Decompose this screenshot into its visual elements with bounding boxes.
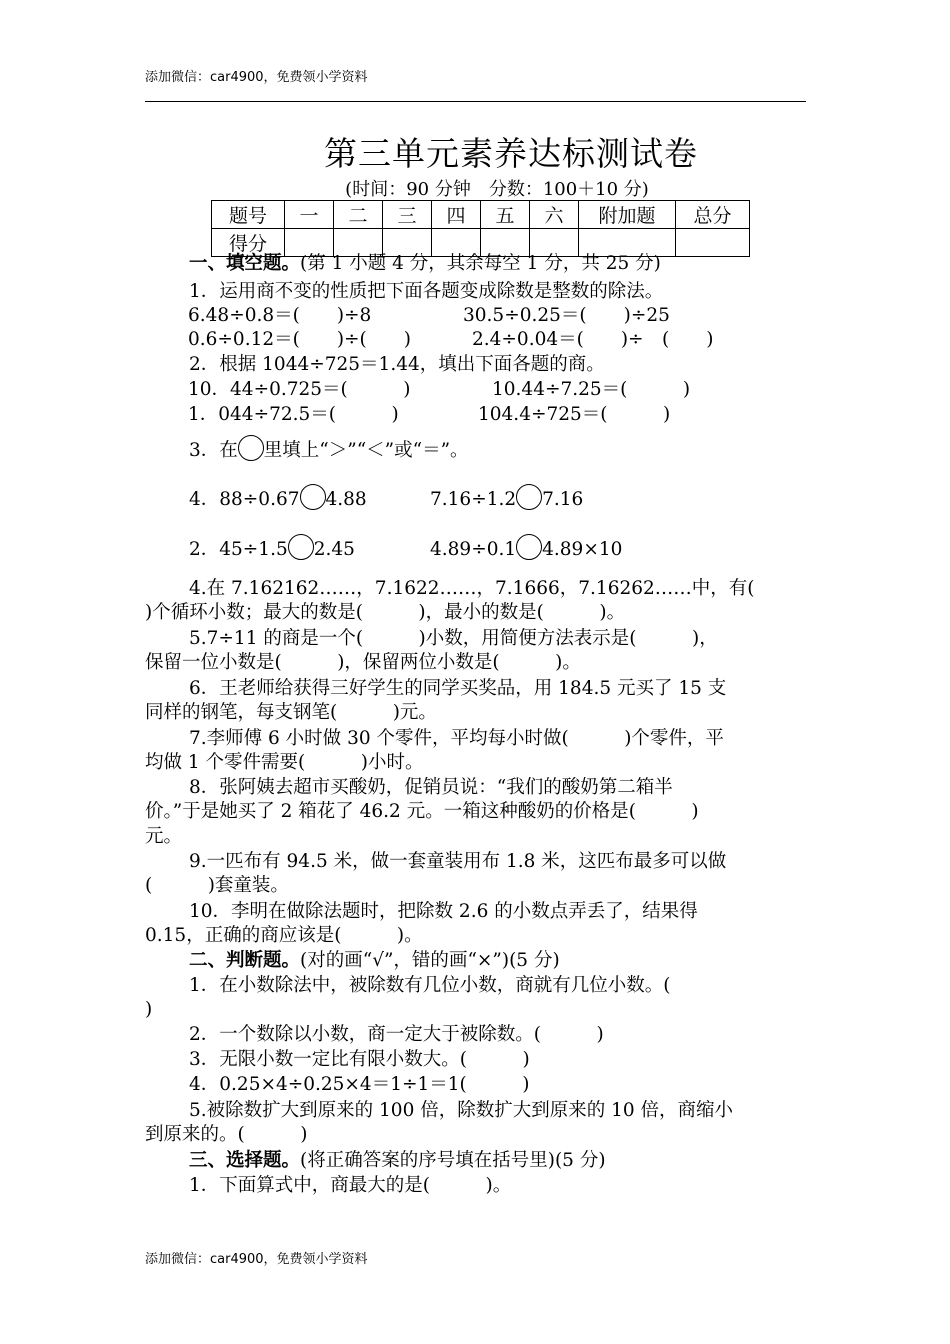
score-row-label: 得分 — [212, 229, 285, 257]
section2-heading: 二、判断题。 — [189, 950, 301, 971]
q8-line-1: 8．张阿姨去超市买酸奶，促销员说：“我们的酸奶第二箱半 — [189, 777, 673, 798]
compare-circle[interactable] — [288, 534, 314, 560]
q1-item-a: 6.48÷0.8＝( )÷8 — [188, 305, 372, 326]
compare-item — [189, 534, 355, 562]
page-subtitle: (时间：90 分钟 分数：100＋10 分) — [345, 179, 649, 200]
section1-note: (第 1 小题 4 分，其余每空 1 分，共 25 分) — [300, 253, 661, 274]
compare-circle[interactable] — [516, 534, 542, 560]
q6-line-2: 同样的钢笔，每支钢笔( )元。 — [145, 702, 437, 723]
section1-heading-line — [189, 252, 661, 276]
q5-line-1: 5.7÷11 的商是一个( )小数，用简便方法表示是( )， — [189, 628, 718, 649]
q7-line-1: 7.李师傅 6 小时做 30 个零件，平均每小时做( )个零件，平 — [189, 728, 724, 749]
compare-right: 4.88 — [325, 489, 367, 510]
header-divider — [145, 101, 806, 102]
score-header-cell: 一 — [285, 201, 334, 229]
judge-q2: 2．一个数除以小数，商一定大于被除数。( ) — [189, 1024, 604, 1045]
compare-circle[interactable] — [516, 484, 542, 510]
judge-q1-line-1: 1．在小数除法中，被除数有几位小数，商就有几位小数。( — [189, 975, 671, 996]
q8-line-3: 元。 — [145, 826, 183, 847]
section1-heading: 一、填空题。 — [189, 253, 301, 274]
compare-right: 7.16 — [542, 489, 584, 510]
compare-circle — [238, 435, 264, 461]
section2-note: (对的画“√”，错的画“×”)(5 分) — [300, 950, 560, 971]
q2-item-b: 10.44÷7.25＝( ) — [492, 379, 691, 400]
score-header-cell: 三 — [383, 201, 432, 229]
page-title: 第三单元素养达标测试卷 — [324, 134, 698, 173]
q4-line-2: )个循环小数；最大的数是( )，最小的数是( )。 — [145, 602, 626, 623]
judge-q1-line-2: ) — [145, 999, 153, 1020]
q9-line-2: ( )套童装。 — [145, 875, 289, 896]
judge-q5-line-1: 5.被除数扩大到原来的 100 倍，除数扩大到原来的 10 倍，商缩小 — [189, 1100, 734, 1121]
judge-q3: 3．无限小数一定比有限小数大。( ) — [189, 1049, 530, 1070]
compare-left: 4.89÷0.1 — [430, 539, 517, 560]
compare-left: 4．88÷0.67 — [189, 489, 300, 510]
score-cell[interactable] — [676, 229, 750, 257]
q3-text-pre: 3．在 — [189, 440, 238, 461]
section3-heading-line — [189, 1149, 606, 1173]
score-header-cell: 五 — [481, 201, 530, 229]
q7-line-2: 均做 1 个零件需要( )小时。 — [145, 752, 424, 773]
score-header-cell: 题号 — [212, 201, 285, 229]
compare-item — [430, 484, 583, 512]
judge-q5-line-2: 到原来的。( ) — [145, 1124, 308, 1145]
judge-q4: 4．0.25×4÷0.25×4＝1÷1＝1( ) — [189, 1074, 530, 1095]
q8-line-2: 价。”于是她买了 2 箱花了 46.2 元。一箱这种酸奶的价格是( ) — [145, 801, 699, 822]
q1-text: 1．运用商不变的性质把下面各题变成除数是整数的除法。 — [189, 281, 664, 302]
compare-item — [430, 534, 622, 562]
q3-text-post: 里填上“＞”“＜”或“＝”。 — [263, 440, 469, 461]
q2-text: 2．根据 1044÷725＝1.44，填出下面各题的商。 — [189, 354, 605, 375]
compare-left: 7.16÷1.2 — [430, 489, 517, 510]
compare-circle[interactable] — [300, 484, 326, 510]
compare-right: 4.89×10 — [542, 539, 623, 560]
q3-text — [189, 435, 469, 463]
score-header-cell: 总分 — [676, 201, 750, 229]
score-header-cell: 四 — [432, 201, 481, 229]
q1-item-d: 2.4÷0.04＝( )÷ ( ) — [472, 329, 714, 350]
choice-q1: 1．下面算式中，商最大的是( )。 — [189, 1175, 512, 1196]
q1-item-b: 30.5÷0.25＝( )÷25 — [463, 305, 670, 326]
q2-item-a: 10．44÷0.725＝( ) — [188, 379, 411, 400]
section3-heading: 三、选择题。 — [189, 1150, 301, 1171]
section2-heading-line — [189, 949, 560, 973]
score-header-cell: 六 — [530, 201, 579, 229]
score-table — [211, 200, 750, 257]
q4-line-1: 4.在 7.162162……，7.1622……，7.1666，7.16262……中，有( — [189, 578, 755, 599]
q5-line-2: 保留一位小数是( )，保留两位小数是( )。 — [145, 652, 581, 673]
footer-note: 添加微信：car4900，免费领小学资料 — [145, 1252, 368, 1267]
compare-item — [189, 484, 367, 512]
q10-line-2: 0.15，正确的商应该是( )。 — [145, 925, 423, 946]
score-header-cell: 附加题 — [579, 201, 676, 229]
score-table-header-row — [212, 201, 750, 229]
header-note: 添加微信：car4900，免费领小学资料 — [145, 70, 368, 85]
compare-left: 2．45÷1.5 — [189, 539, 288, 560]
score-header-cell: 二 — [334, 201, 383, 229]
q6-line-1: 6．王老师给获得三好学生的同学买奖品，用 184.5 元买了 15 支 — [189, 678, 727, 699]
compare-right: 2.45 — [313, 539, 355, 560]
q2-item-c: 1．044÷72.5＝( ) — [188, 404, 399, 425]
q9-line-1: 9.一匹布有 94.5 米，做一套童装用布 1.8 米，这匹布最多可以做 — [189, 851, 727, 872]
section3-note: (将正确答案的序号填在括号里)(5 分) — [300, 1150, 606, 1171]
q10-line-1: 10．李明在做除法题时，把除数 2.6 的小数点弄丢了，结果得 — [189, 901, 698, 922]
q2-item-d: 104.4÷725＝( ) — [478, 404, 671, 425]
q1-item-c: 0.6÷0.12＝( )÷( ) — [188, 329, 411, 350]
